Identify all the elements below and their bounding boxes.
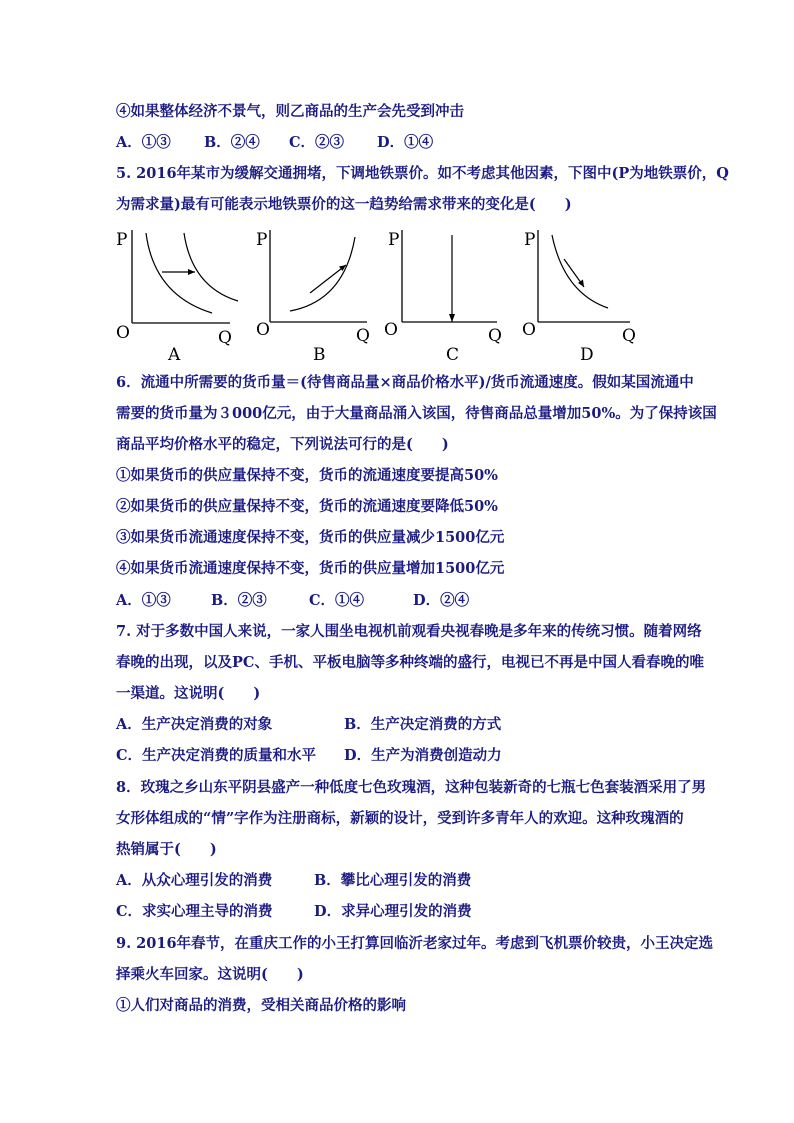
graph-label-c: C (446, 345, 460, 365)
graph-b-svg (252, 225, 382, 345)
q6-line1: 6．流通中所需要的货币量＝(待售商品量×商品价格水平)/货币流通速度。假如某国流通中 (116, 374, 694, 391)
axis-q-label: Q (218, 328, 232, 348)
option-b: B．生产决定消费的方式 (344, 716, 502, 733)
axis-o-label: O (522, 320, 536, 340)
axis-p-label: P (524, 230, 536, 250)
axis-p-label: P (256, 230, 268, 250)
q6-item1: ①如果货币的供应量保持不变，货币的流通速度要提高50% (116, 467, 498, 484)
option-c: C．求实心理主导的消费 (116, 903, 273, 920)
q9-line1: 9. 2016年春节，在重庆工作的小王打算回临沂老家过年。考虑到飞机票价较贵，小王决定选 (116, 935, 714, 952)
option-d: D．求异心理引发的消费 (314, 903, 472, 920)
q6-item2: ②如果货币的供应量保持不变，货币的流通速度要降低50% (116, 498, 498, 515)
option-a: A．①③ (116, 134, 171, 151)
q7-line3: 一渠道。这说明( ) (116, 685, 261, 702)
option-a: A．①③ (116, 592, 171, 609)
q9-line2: 择乘火车回家。这说明( ) (116, 966, 304, 983)
axis-p-label: P (116, 230, 128, 250)
q6-line3: 商品平均价格水平的稳定，下列说法可行的是( ) (116, 436, 449, 453)
line-q4-item4: ④如果整体经济不景气，则乙商品的生产会先受到冲击 (116, 103, 464, 120)
q7-line2: 春晚的出现，以及PC、手机、平板电脑等多种终端的盛行，电视已不再是中国人看春晚的唯 (116, 654, 704, 671)
q9-item1: ①人们对商品的消费，受相关商品价格的影响 (116, 997, 406, 1014)
q8-line2: 女形体组成的“情”字作为注册商标，新颖的设计，受到许多青年人的欢迎。这种玫瑰酒的 (116, 810, 684, 827)
option-c: C．②③ (289, 134, 345, 151)
axis-o-label: O (116, 323, 130, 343)
option-c: C．①④ (309, 592, 365, 609)
graph-c-svg (384, 225, 514, 345)
graph-d (522, 225, 652, 365)
q5-line1: 5. 2016年某市为缓解交通拥堵，下调地铁票价。如不考虑其他因素，下图中(P为地铁票价，Q (116, 165, 729, 182)
option-a: A．生产决定消费的对象 (116, 716, 273, 733)
option-d: D．②④ (413, 592, 470, 609)
q8-line3: 热销属于( ) (116, 841, 217, 858)
q5-line2: 为需求量)最有可能表示地铁票价的这一趋势给需求带来的变化是( ) (116, 196, 572, 213)
option-b: B．②③ (211, 592, 267, 609)
axis-q-label: Q (356, 326, 370, 346)
option-d: D．生产为消费创造动力 (344, 747, 502, 764)
q6-item3: ③如果货币流通速度保持不变，货币的供应量减少1500亿元 (116, 529, 505, 546)
option-d: D．①④ (377, 134, 434, 151)
graph-label-a: A (168, 345, 181, 365)
option-b: B．攀比心理引发的消费 (314, 872, 472, 889)
axis-o-label: O (384, 320, 398, 340)
q6-line2: 需要的货币量为３000亿元，由于大量商品涌入该国，待售商品总量增加50%。为了保持该国 (116, 405, 717, 422)
option-c: C．生产决定消费的质量和水平 (116, 747, 317, 764)
axis-p-label: P (388, 230, 400, 250)
axis-q-label: Q (622, 326, 636, 346)
graph-label-b: B (313, 345, 326, 365)
graph-a-svg (112, 225, 242, 348)
q7-line1: 7. 对于多数中国人来说，一家人围坐电视机前观看央视春晚是多年来的传统习惯。随着网络 (116, 623, 702, 640)
graph-c (384, 225, 514, 365)
q8-line1: 8．玫瑰之乡山东平阴县盛产一种低度七色玫瑰酒，这种包装新奇的七瓶七色套装酒采用了男 (116, 779, 707, 796)
q6-item4: ④如果货币流通速度保持不变，货币的供应量增加1500亿元 (116, 560, 505, 577)
option-a: A．从众心理引发的消费 (116, 872, 273, 889)
graph-b (252, 225, 382, 365)
option-b: B．②④ (204, 134, 260, 151)
graph-label-d: D (580, 345, 594, 365)
axis-q-label: Q (488, 326, 502, 346)
graph-a (112, 225, 242, 365)
graph-d-svg (522, 225, 652, 345)
axis-o-label: O (256, 320, 270, 340)
